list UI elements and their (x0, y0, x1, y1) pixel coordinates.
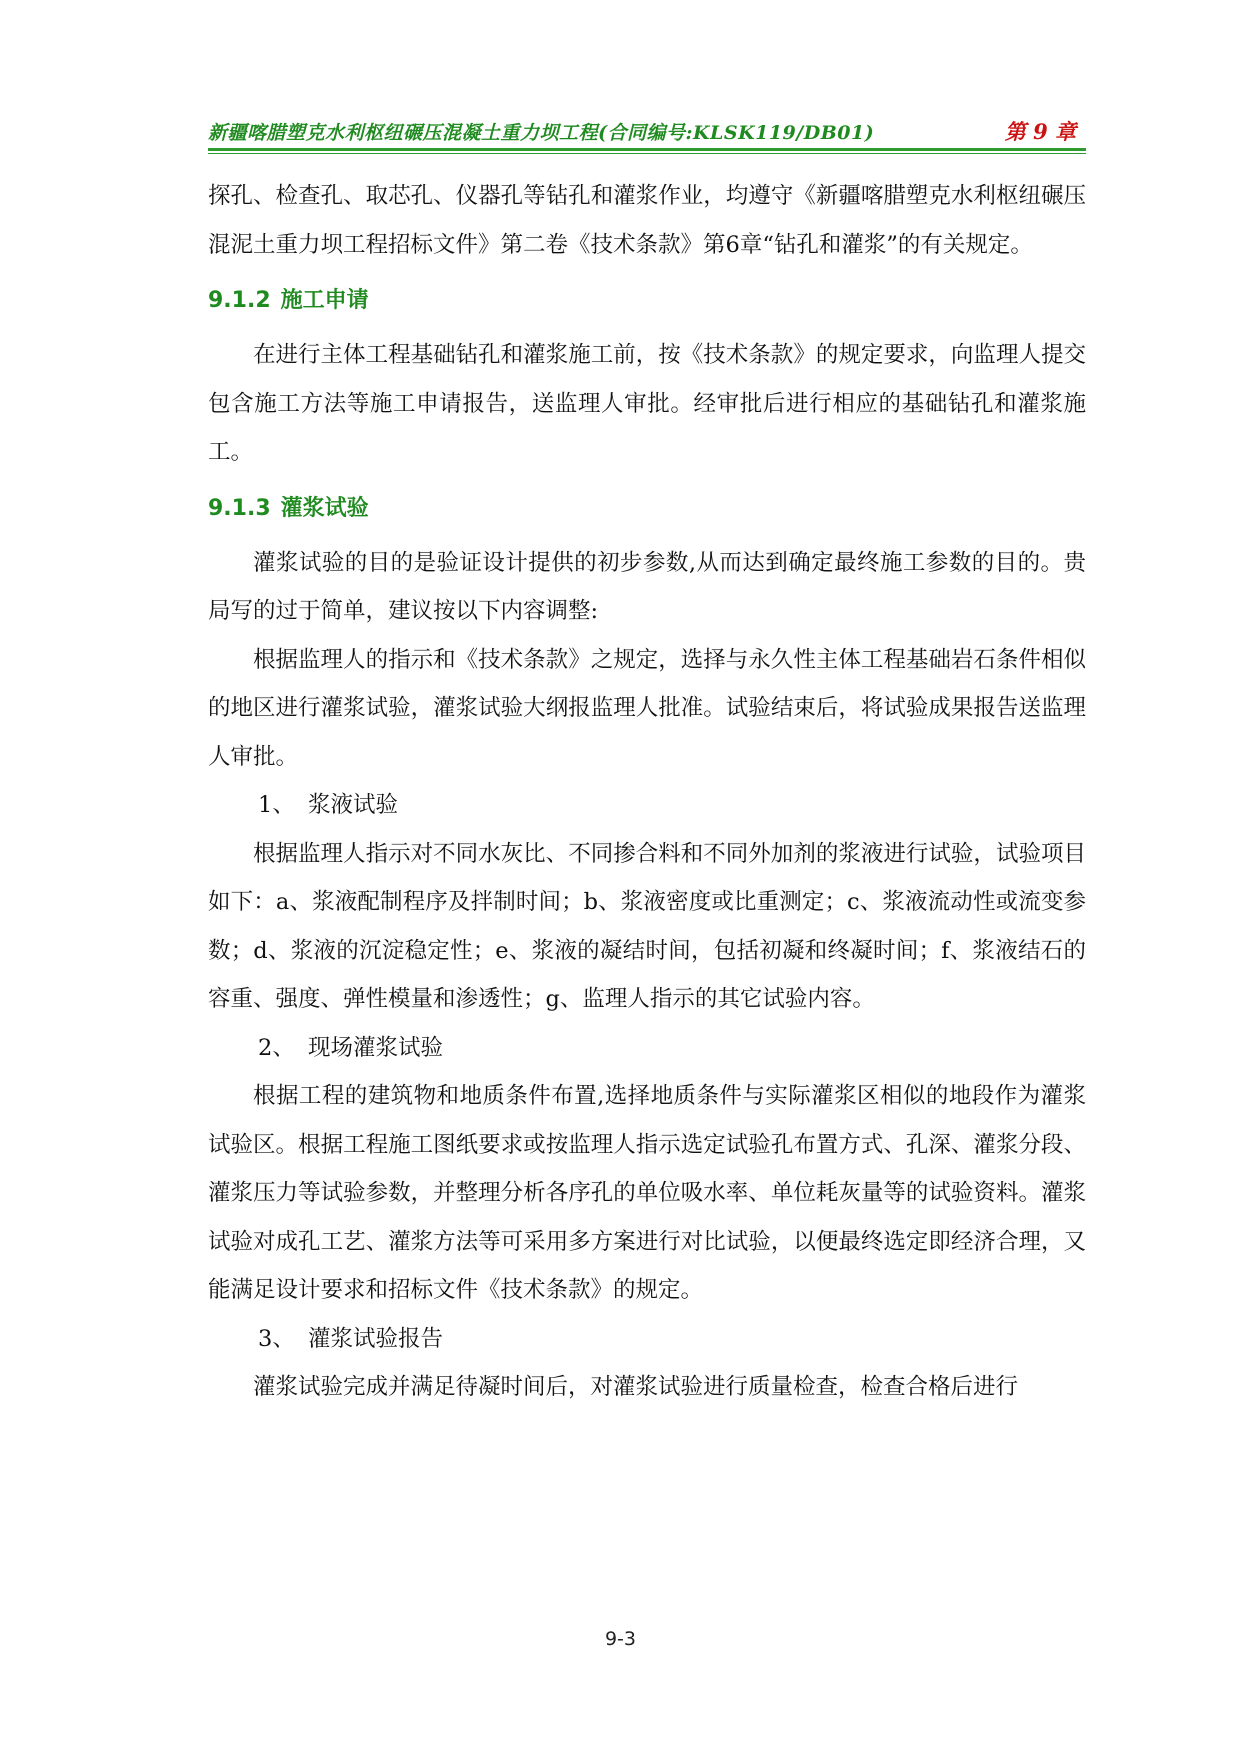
header-divider (208, 153, 1086, 154)
list-item-number: 2、 (258, 1034, 295, 1061)
paragraph-test-purpose: 灌浆试验的目的是验证设计提供的初步参数,从而达到确定最终施工参数的目的。贵局写的过于简单，建议按以下内容调整: (208, 549, 1086, 624)
list-item-number: 1、 (258, 792, 295, 818)
section-number: 9.1.3 (208, 495, 271, 521)
page-header (208, 108, 1086, 151)
chapter-label: 第 9 章 (1004, 119, 1076, 144)
list-item-title: 浆液试验 (308, 792, 399, 818)
section-heading-9-1-3 (208, 485, 1086, 533)
page-number: 9-3 (604, 1628, 637, 1650)
page-body (208, 172, 1086, 1412)
section-number: 9.1.2 (208, 288, 271, 313)
document-title: 新疆喀腊塑克水利枢纽碾压混凝土重力坝工程(合同编号:KLSK119/DB01) (208, 122, 875, 144)
list-item-test-report (208, 1315, 1086, 1364)
section-title: 灌浆试验 (280, 495, 369, 521)
paragraph-application: 在进行主体工程基础钻孔和灌浆施工前，按《技术条款》的规定要求，向监理人提交包含施工方法等施工申请报告，送监理人审批。经审批后进行相应的基础钻孔和灌浆施工。 (208, 342, 1086, 465)
paragraph-test-plan: 根据监理人的指示和《技术条款》之规定，选择与永久性主体工程基础岩石条件相似的地区进行灌浆试验，灌浆试验大纲报监理人批准。试验结束后，将试验成果报告送监理人审批。 (208, 646, 1086, 770)
paragraph-slurry-test: 根据监理人指示对不同水灰比、不同掺合料和不同外加剂的浆液进行试验，试验项目如下：a、浆液配制程序及拌制时间；b、浆液密度或比重测定；c、浆液流动性或流变参数；d、浆液的沉淀稳定性；e、浆液的凝结时间，包括初凝和终凝时间；f、浆液结石的容重、强度、弹性模量和渗透性；g、监理人指示的其它试验内容。 (208, 840, 1086, 1012)
section-title: 施工申请 (280, 288, 369, 313)
section-heading-9-1-2 (208, 277, 1086, 325)
paragraph-field-test: 根据工程的建筑物和地质条件布置,选择地质条件与实际灌浆区相似的地段作为灌浆试验区。根据工程施工图纸要求或按监理人指示选定试验孔布置方式、孔深、灌浆分段、灌浆压力等试验参数，并整理分析各序孔的单位吸水率、单位耗灰量等的试验资料。灌浆试验对成孔工艺、灌浆方法等可采用多方案进行对比试验，以便最终选定即经济合理，又能满足设计要求和招标文件《技术条款》的规定。 (208, 1083, 1086, 1303)
list-item-field-test (208, 1024, 1086, 1073)
paragraph-test-report: 灌浆试验完成并满足待凝时间后，对灌浆试验进行质量检查，检查合格后进行 (253, 1374, 1019, 1400)
paragraph-intro: 探孔、检查孔、取芯孔、仪器孔等钻孔和灌浆作业，均遵守《新疆喀腊塑克水利枢纽碾压混泥土重力坝工程招标文件》第二卷《技术条款》第6章“钻孔和灌浆”的有关规定。 (208, 183, 1086, 258)
list-item-title: 现场灌浆试验 (308, 1034, 444, 1061)
list-item-number: 3、 (258, 1325, 295, 1352)
list-item-title: 灌浆试验报告 (308, 1325, 444, 1352)
list-item-slurry-test (208, 781, 1086, 830)
